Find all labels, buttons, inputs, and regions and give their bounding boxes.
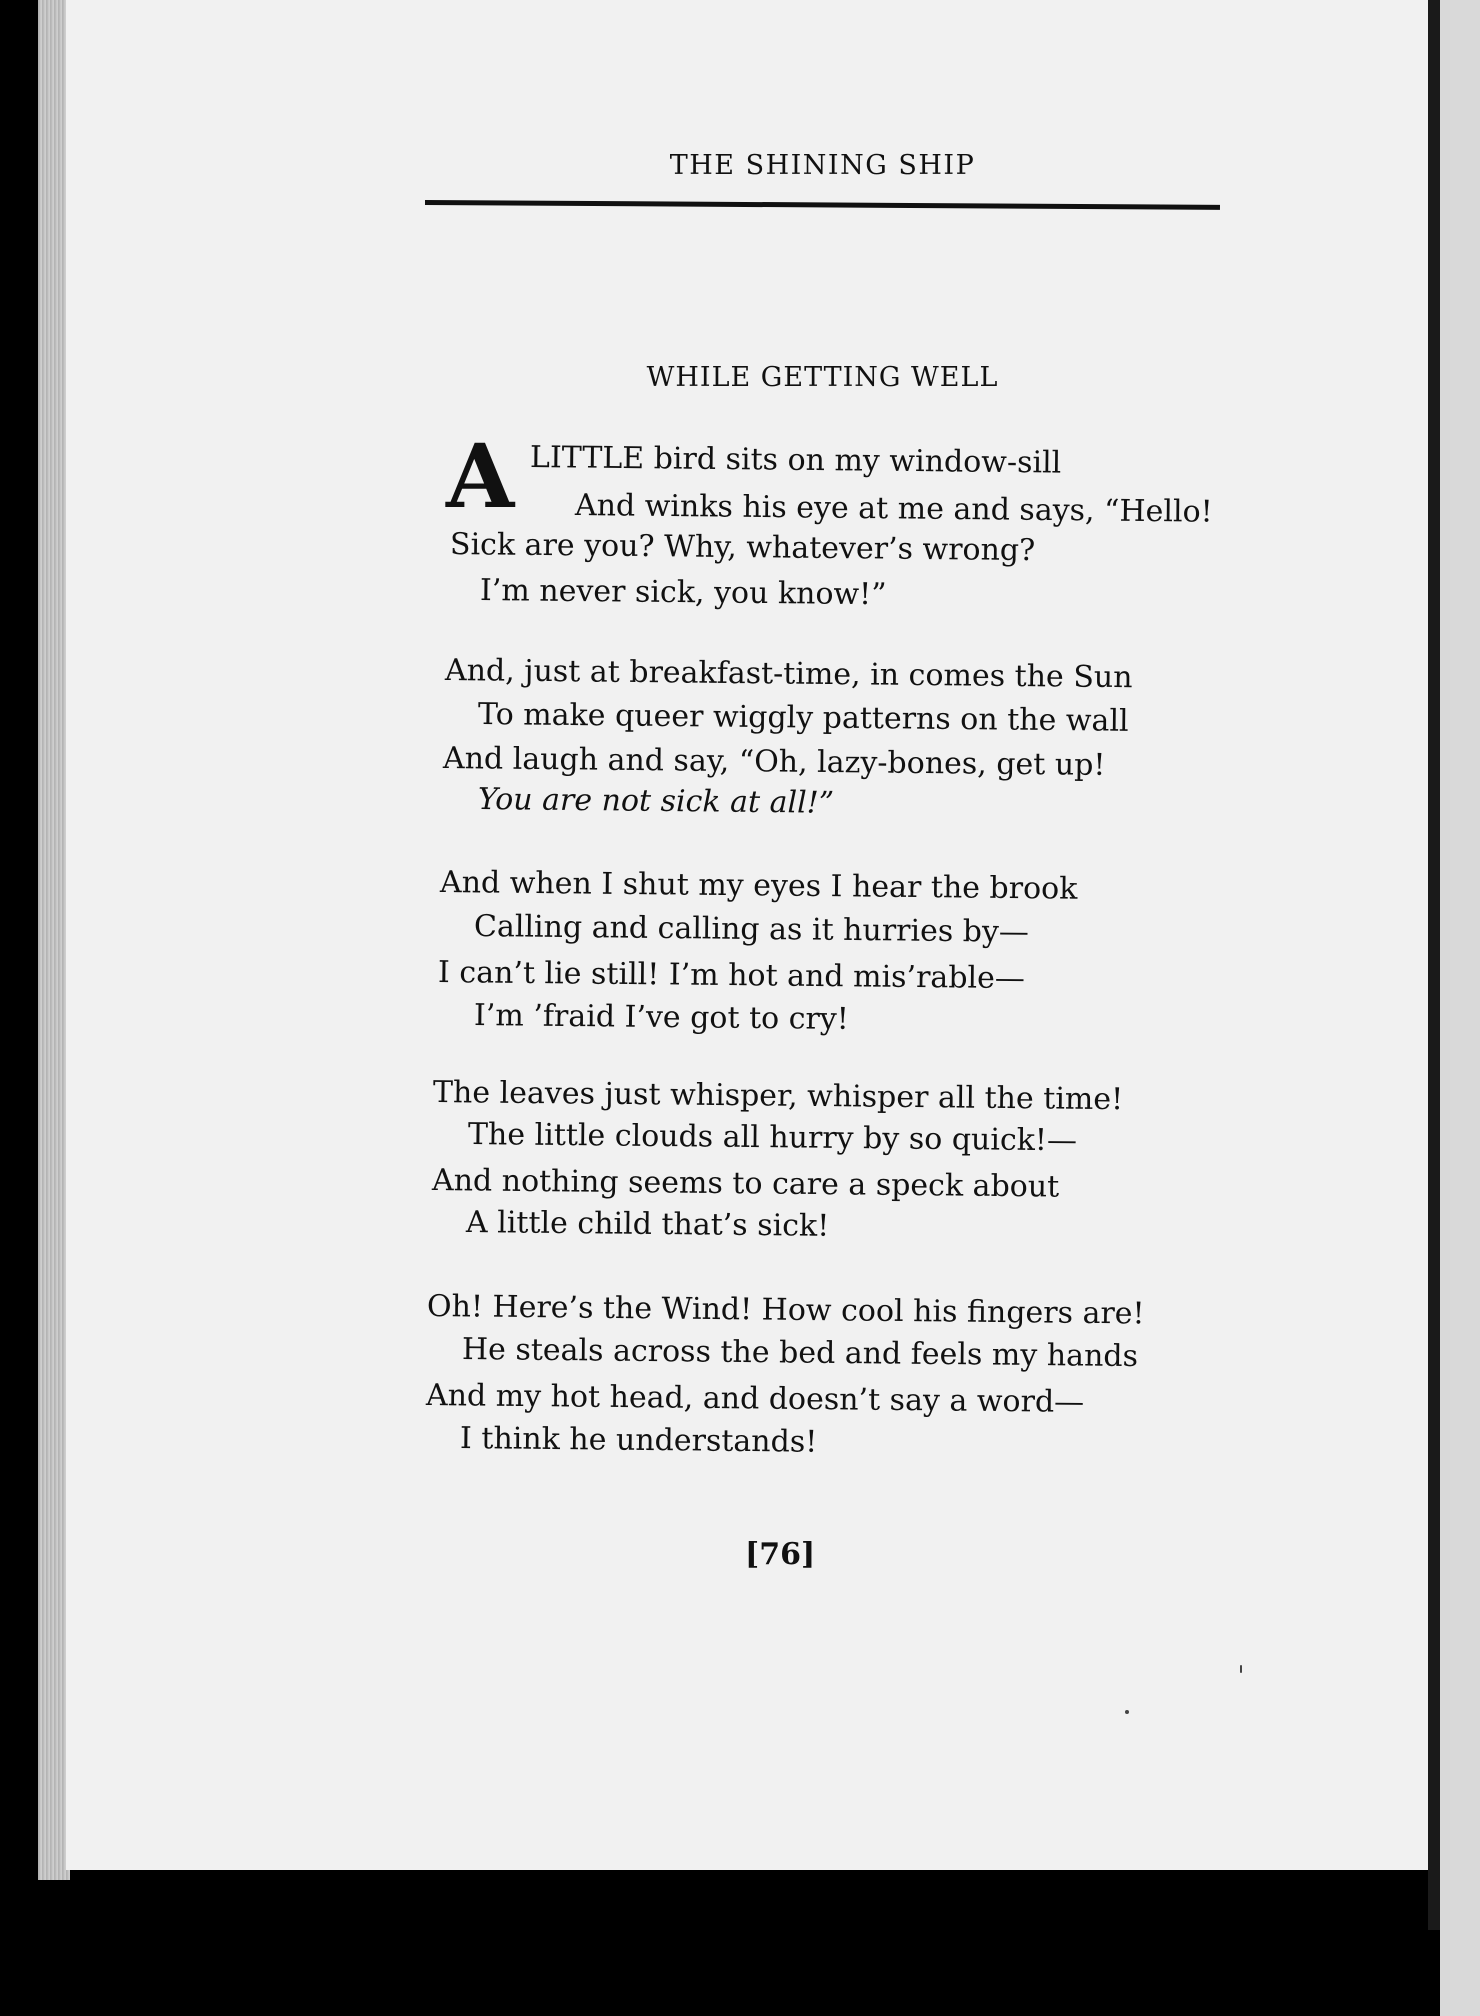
drop-cap: A [446, 424, 515, 528]
poem-line: To make queer wiggly patterns on the wall [477, 697, 1129, 739]
poem-line: Calling and calling as it hurries by— [473, 909, 1030, 950]
poem-line: And my hot head, and doesn’t say a word— [425, 1378, 1085, 1420]
poem-line: He steals across the bed and feels my hands [461, 1332, 1139, 1375]
page-number: [76] [745, 1537, 816, 1572]
poem-title: WHILE GETTING WELL [646, 362, 999, 393]
poem-line: And, just at breakfast-time, in comes the Sun [444, 653, 1133, 696]
poem-line: The little clouds all hurry by so quick!— [467, 1117, 1078, 1159]
poem-line: LITTLE bird sits on my window-sill [529, 440, 1062, 481]
poem-line: And winks his eye at me and says, “Hello! [574, 488, 1213, 530]
poem-line: You are not sick at all!” [477, 782, 835, 821]
poem-line: Oh! Here’s the Wind! How cool his fingers are! [426, 1289, 1145, 1332]
poem-line: I’m never sick, you know!” [479, 573, 887, 613]
poem-line: I can’t lie still! I’m hot and mis’rable— [437, 955, 1026, 997]
running-head: THE SHINING SHIP [669, 150, 976, 181]
poem-line: And nothing seems to care a speck about [431, 1163, 1060, 1205]
poem-line: A little child that’s sick! [465, 1205, 830, 1244]
poem-line: I’m ’fraid I’ve got to cry! [473, 998, 850, 1037]
poem-line: Sick are you? Why, whatever’s wrong? [449, 527, 1036, 569]
dust-speck [1125, 1710, 1129, 1714]
poem-line: And laugh and say, “Oh, lazy-bones, get up! [442, 741, 1106, 783]
poem-line: And when I shut my eyes I hear the brook [439, 865, 1078, 907]
poem-line: I think he understands! [459, 1421, 818, 1460]
poem-line: The leaves just whisper, whisper all the time! [432, 1075, 1124, 1118]
dust-speck [1240, 1665, 1242, 1673]
